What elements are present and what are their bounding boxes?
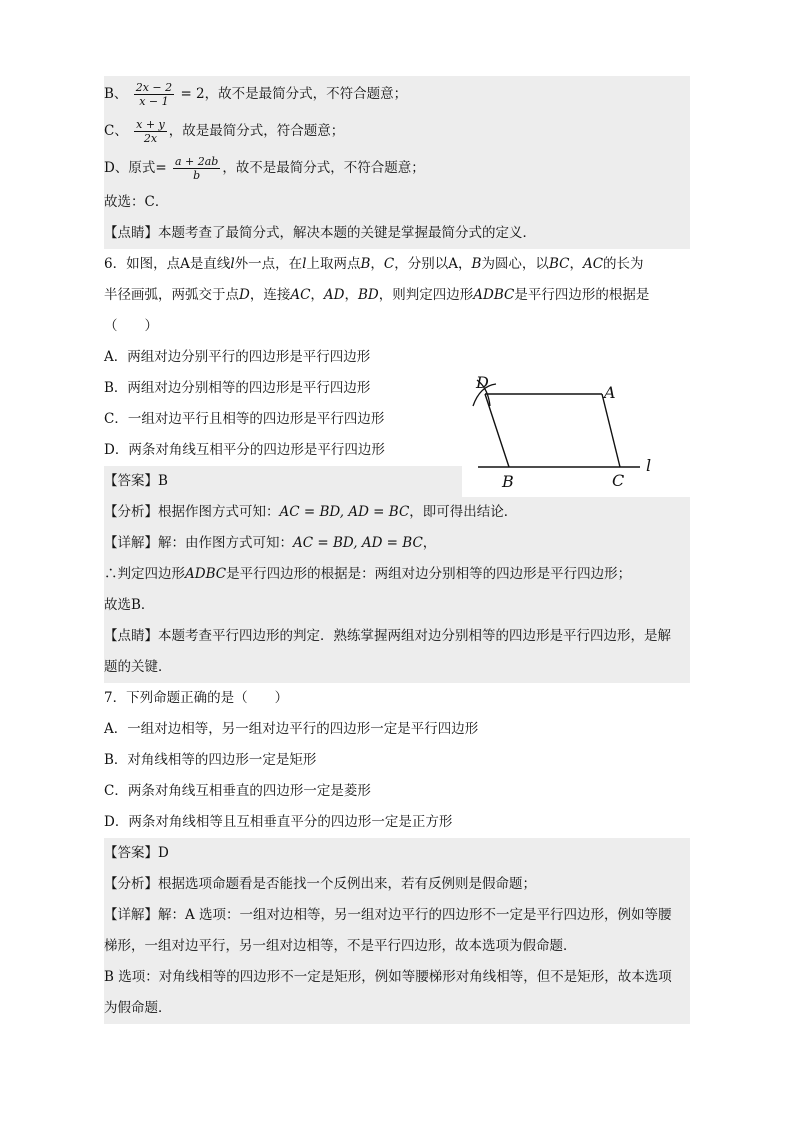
q6-l1-e: ，分别以A， xyxy=(394,256,472,272)
q6-l1-BC: BC xyxy=(548,256,570,272)
q7-analysis: 【分析】根据选项命题看是否能找一个反例出来，若有反例则是假命题； xyxy=(104,869,690,900)
q5-b-frac-num: 2x − 2 xyxy=(135,81,173,94)
parallelogram-diagram xyxy=(460,358,680,498)
q6-detail-a: 【详解】解：由作图方式可知： xyxy=(104,535,293,551)
q6-option-c: C．一组对边平行且相等的四边形是平行四边形 xyxy=(104,411,385,427)
q6-l2-AD: AD xyxy=(323,287,345,303)
q6-figure xyxy=(460,358,680,498)
q6-option-b: B．两组对边分别相等的四边形是平行四边形 xyxy=(104,380,371,396)
q6-stem-line3: （ ） xyxy=(104,318,158,334)
q6-l1-h: 的长为 xyxy=(603,256,644,272)
q5-comment: 【点睛】本题考查了最简分式，解决本题的关键是掌握最简分式的定义． xyxy=(104,218,690,249)
q6-l1-c: 上取两点 xyxy=(306,256,361,272)
q5-option-d xyxy=(104,150,690,187)
q6-l1-AC: AC xyxy=(582,256,604,272)
q6-detail-math: AC = BD, AD = BC xyxy=(293,535,423,551)
q5-b-text: ，故不是最简分式，不符合题意； xyxy=(204,86,408,102)
q7-answer: 【答案】D xyxy=(104,838,690,869)
q6-l2-BD: BD xyxy=(358,287,379,303)
label-C: C xyxy=(612,471,625,490)
q7-stem: 7．下列命题正确的是（ ） xyxy=(104,690,289,706)
q6-analysis-b: ，即可得出结论． xyxy=(409,504,518,520)
label-B: B xyxy=(502,472,514,491)
q6-l1-f: 为圆心，以 xyxy=(481,256,549,272)
q6-stem-line2 xyxy=(104,280,690,311)
q6-l2-c: ， xyxy=(310,287,324,303)
q5-b-frac-den: x − 1 xyxy=(139,95,169,108)
q7-option-c: C．两条对角线互相垂直的四边形一定是菱形 xyxy=(104,783,371,799)
q7-option-d: D．两条对角线相等且互相垂直平分的四边形一定是正方形 xyxy=(104,814,453,830)
q6-detail xyxy=(104,528,690,559)
q7-detail-3: B 选项：对角线相等的四边形不一定是矩形，例如等腰梯形对角线相等，但不是矩形，故本选项 xyxy=(104,962,690,993)
q6-l2-d: ， xyxy=(344,287,358,303)
q5-d-frac-num: a + 2ab xyxy=(174,155,219,168)
q6-l1-b: 外一点，在 xyxy=(234,256,303,272)
q5-d-text: ，故不是最简分式，不符合题意； xyxy=(222,160,425,176)
q6-stem-line1 xyxy=(104,249,690,280)
q5-option-b xyxy=(104,76,690,113)
q6-l1-B2: B xyxy=(471,256,482,272)
label-l: l xyxy=(646,456,652,475)
q6-l2-a: 半径画弧，两弧交于点 xyxy=(104,287,239,303)
q6-l1-l2: l xyxy=(302,256,307,272)
q6-l1-a: 6．如图，点A是直线 xyxy=(104,256,231,272)
q6-option-d: D．两条对角线互相平分的四边形是平行四边形 xyxy=(104,442,385,458)
q7-detail-2: 梯形，一组对边平行，另一组对边相等，不是平行四边形，故本选项为假命题． xyxy=(104,931,690,962)
q5-c-prefix: C、 xyxy=(104,123,128,139)
q6-therefore-b: 是平行四边形的根据是：两组对边分别相等的四边形是平行四边形； xyxy=(226,566,632,582)
q6-l2-f: 是平行四边形的根据是 xyxy=(514,287,650,303)
q5-c-frac-num: x + y xyxy=(136,118,165,131)
q6-comment-1: 【点睛】本题考查平行四边形的判定．熟练掌握两组对边分别相等的四边形是平行四边形，是解 xyxy=(104,621,690,652)
q6-comment-2: 题的关键． xyxy=(104,652,690,683)
q5-c-frac-den: 2x xyxy=(143,132,158,145)
q6-l2-D: D xyxy=(239,287,250,303)
q6-option-a: A．两组对边分别平行的四边形是平行四边形 xyxy=(104,349,371,365)
q5-b-prefix: B、 xyxy=(104,86,128,102)
q5-c-fraction xyxy=(134,118,167,145)
q6-answer: 【答案】B xyxy=(104,466,462,497)
q5-d-fraction xyxy=(173,155,220,182)
q6-therefore-math: ADBC xyxy=(185,566,227,582)
q6-choice: 故选B． xyxy=(104,590,690,621)
q6-detail-b: ， xyxy=(422,535,437,551)
q5-c-text: ，故是最简分式，符合题意； xyxy=(168,123,345,139)
q6-analysis xyxy=(104,497,690,528)
q6-l1-g: ， xyxy=(569,256,583,272)
q6-therefore xyxy=(104,559,690,590)
q6-analysis-math: AC = BD, AD = BC xyxy=(279,504,410,520)
q7-option-a: A．一组对边相等，另一组对边平行的四边形一定是平行四边形 xyxy=(104,721,479,737)
q5-b-fraction xyxy=(134,81,174,108)
q6-l2-e: ，则判定四边形 xyxy=(378,287,474,303)
q6-l2-AC: AC xyxy=(290,287,311,303)
document-page xyxy=(104,76,690,1024)
q6-l1-C: C xyxy=(383,256,395,272)
q6-l1-B: B xyxy=(360,256,371,272)
q5-choice: 故选：C． xyxy=(104,187,690,218)
q7-option-b: B．对角线相等的四边形一定是矩形 xyxy=(104,752,317,768)
q6-l1-d: ， xyxy=(370,256,384,272)
q6-analysis-a: 【分析】根据作图方式可知： xyxy=(104,504,280,520)
q5-b-eq: = 2 xyxy=(180,86,205,102)
segment-AC xyxy=(602,394,620,467)
q5-d-prefix: D、原式= xyxy=(104,160,167,176)
q7-detail-4: 为假命题． xyxy=(104,993,690,1024)
q7-detail-1: 【详解】解：A 选项：一组对边相等，另一组对边平行的四边形不一定是平行四边形，例如等腰 xyxy=(104,900,690,931)
q5-option-c xyxy=(104,113,690,150)
q5-d-frac-den: b xyxy=(193,169,201,182)
label-A: A xyxy=(604,383,616,402)
q6-therefore-a: ∴判定四边形 xyxy=(104,566,185,582)
q6-l2-ADBC: ADBC xyxy=(473,287,515,303)
q6-l1-l: l xyxy=(230,256,235,272)
q6-l2-b: ，连接 xyxy=(249,287,291,303)
label-D: D xyxy=(476,373,489,392)
segment-DB xyxy=(485,394,509,467)
